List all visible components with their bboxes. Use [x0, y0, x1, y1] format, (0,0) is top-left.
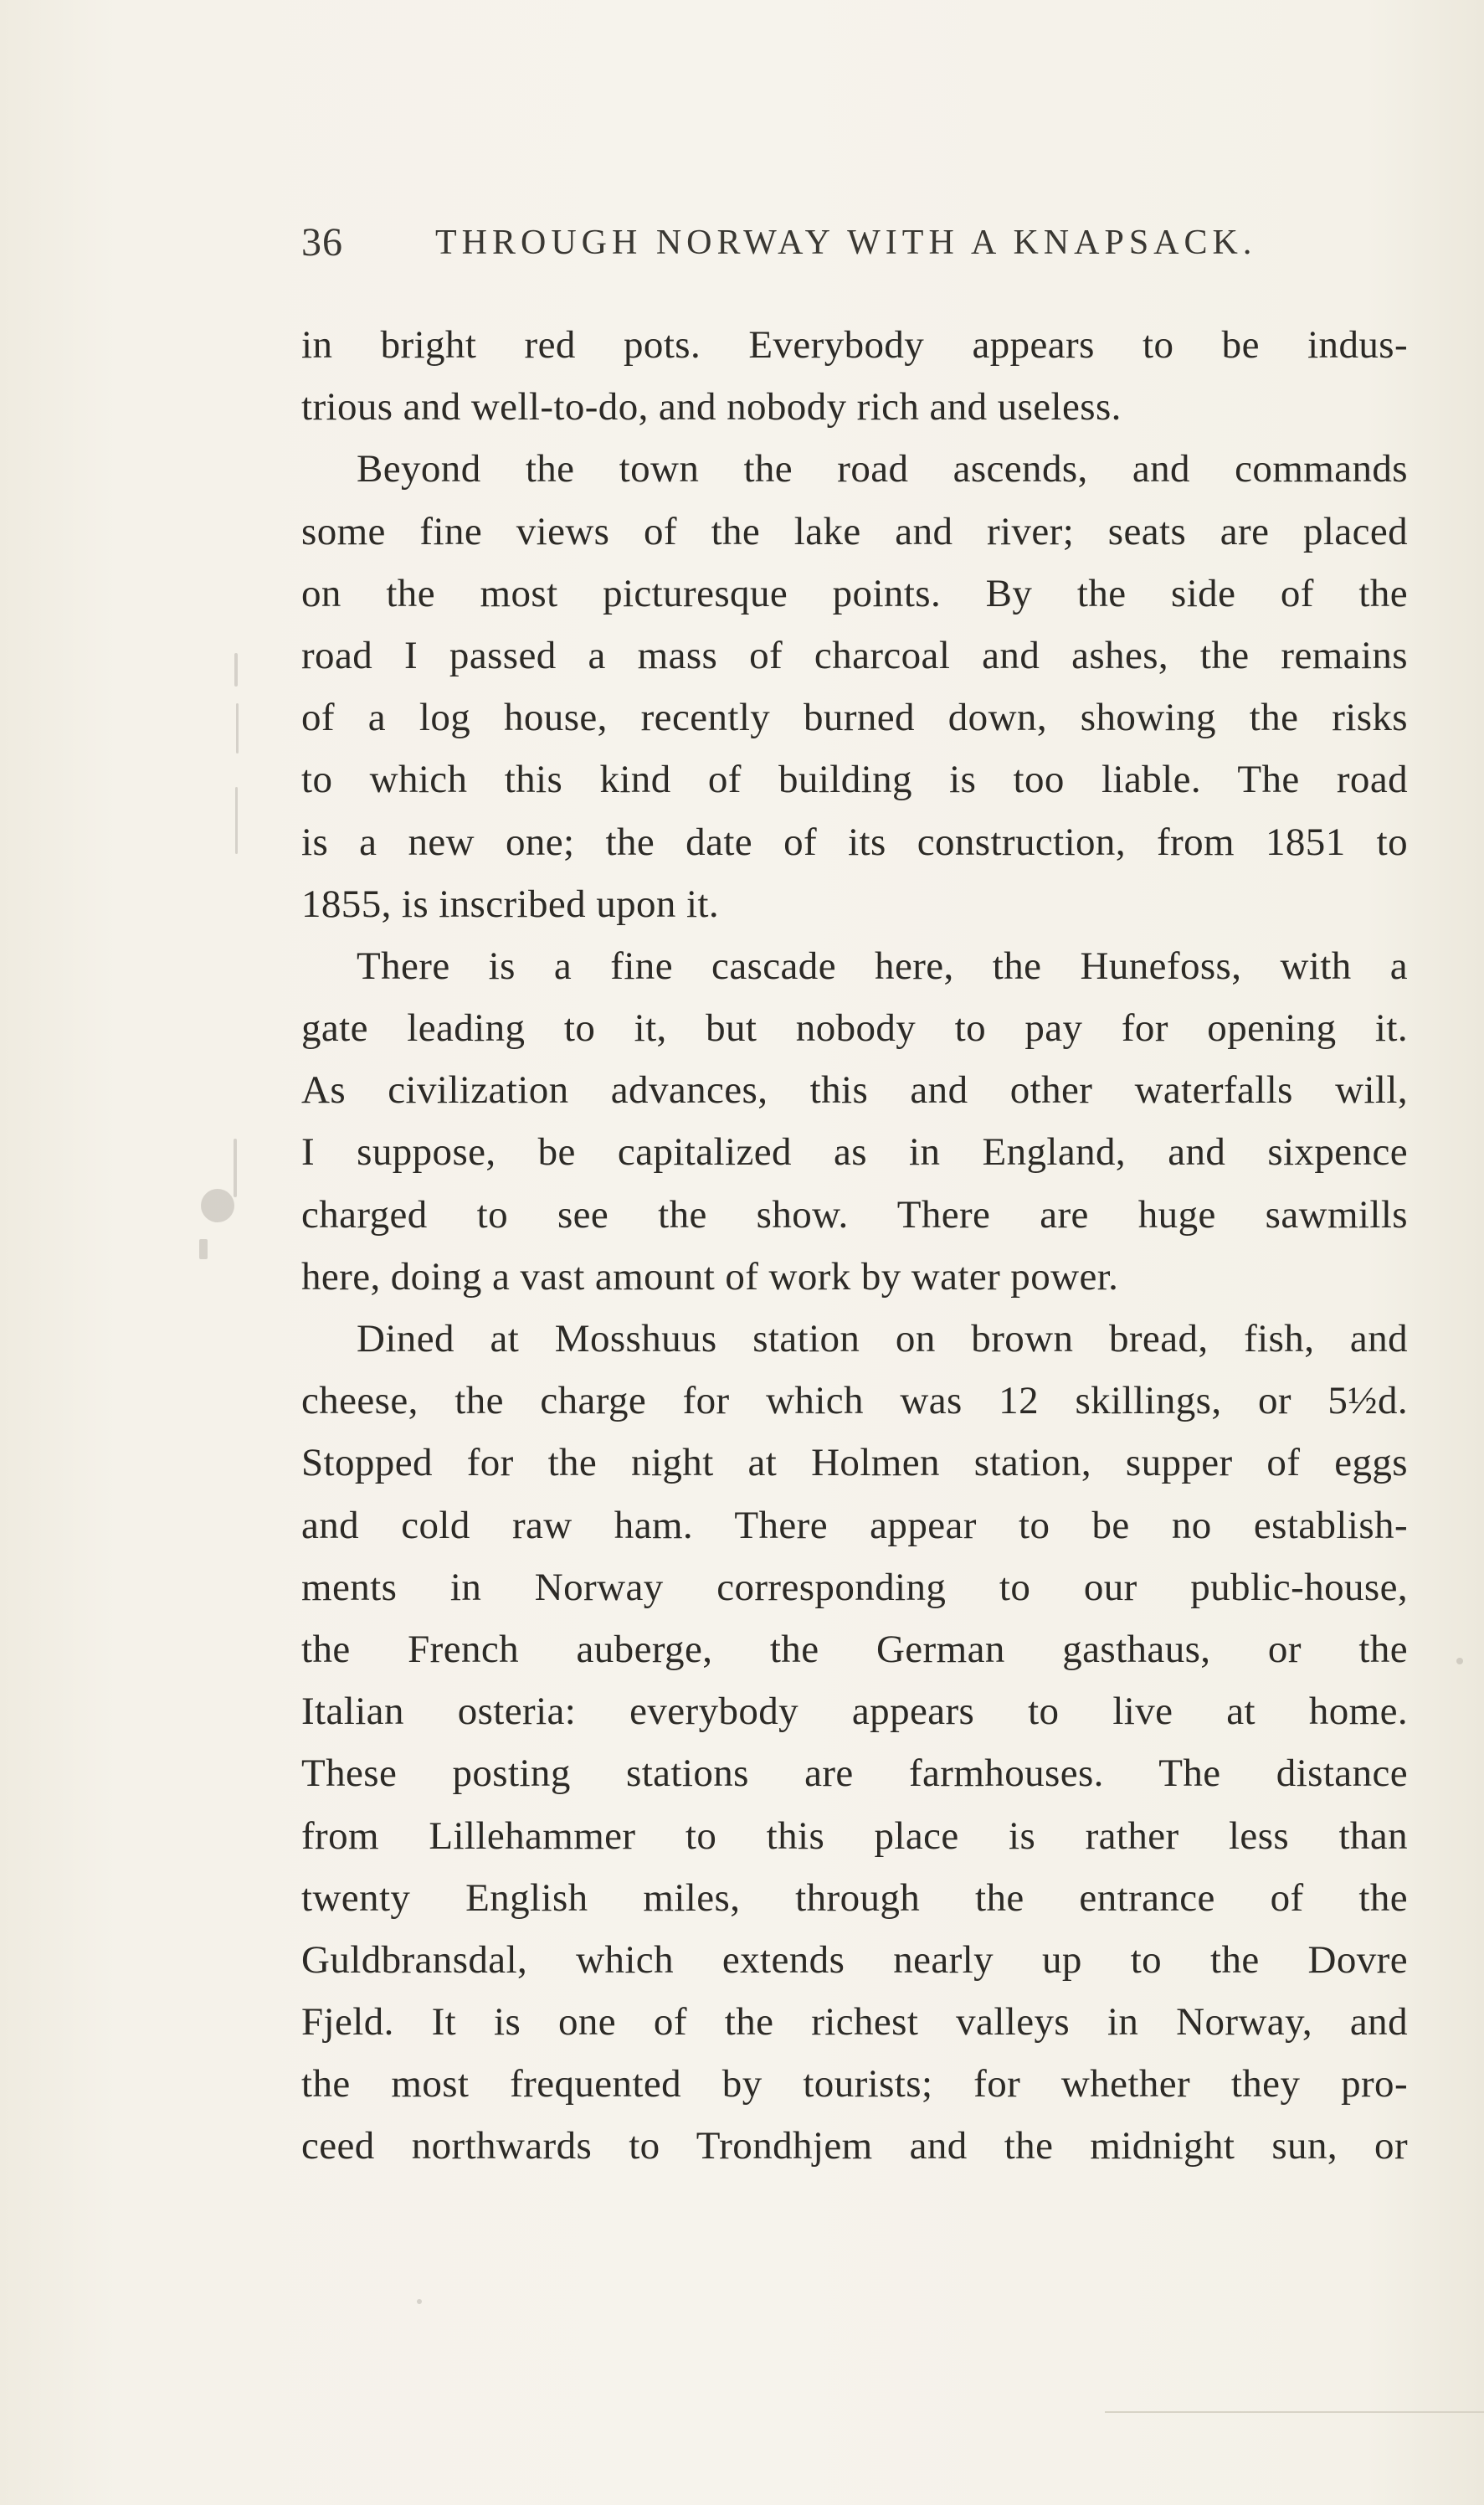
gutter-smudge	[201, 1189, 234, 1222]
text-line: some fine views of the lake and river; seats are placed	[301, 509, 1408, 553]
text-line: Fjeld. It is one of the richest valleys in Norway, and	[301, 2000, 1408, 2045]
text-line: Dined at Mosshuus station on brown bread, fish, and	[357, 1317, 1408, 1361]
text-line: Stopped for the night at Holmen station, supper of eggs	[301, 1441, 1408, 1485]
text-line: ceed northwards to Trondhjem and the midnight sun, or	[301, 2124, 1408, 2168]
text-line: Beyond the town the road ascends, and commands	[357, 447, 1408, 491]
text-line: I suppose, be capitalized as in England, and sixpence	[301, 1130, 1408, 1175]
text-line: here, doing a vast amount of work by water power.	[301, 1254, 1119, 1299]
edge-speck	[1456, 1658, 1463, 1664]
text-line: cheese, the charge for which was 12 skillings, or 5½d.	[301, 1379, 1408, 1423]
gutter-smudge	[234, 1139, 237, 1197]
text-line: from Lillehammer to this place is rather less than	[301, 1813, 1408, 1858]
text-line: to which this kind of building is too liable. The road	[301, 758, 1408, 802]
text-line: of a log house, recently burned down, showing the risks	[301, 696, 1408, 740]
gutter-smudge	[234, 653, 238, 687]
text-line: ments in Norway corresponding to our public-house,	[301, 1565, 1408, 1609]
gutter-smudge	[236, 703, 239, 754]
text-line: 1855, is inscribed upon it.	[301, 882, 720, 926]
text-line: trious and well-to-do, and nobody rich and useless.	[301, 385, 1122, 430]
edge-speck	[417, 2299, 422, 2304]
text-line: charged to see the show. There are huge sawmills	[301, 1192, 1408, 1237]
text-line: Guldbransdal, which extends nearly up to the Dovre	[301, 1937, 1408, 1982]
text-line: is a new one; the date of its construction, from 1851 to	[301, 820, 1408, 864]
bottom-edge-line	[1105, 2411, 1484, 2413]
text-line: in bright red pots. Everybody appears to be indus-	[301, 323, 1408, 367]
text-line: As civilization advances, this and other waterfalls will,	[301, 1068, 1408, 1113]
gutter-smudge	[199, 1239, 208, 1259]
running-title: THROUGH NORWAY WITH A KNAPSACK.	[435, 224, 1257, 262]
body-text	[301, 314, 1408, 2178]
text-line: gate leading to it, but nobody to pay for opening it.	[301, 1006, 1408, 1051]
page-number: 36	[301, 220, 343, 265]
text-line: road I passed a mass of charcoal and ashes, the remains	[301, 633, 1408, 677]
text-line: the French auberge, the German gasthaus, or the	[301, 1627, 1408, 1671]
text-line: the most frequented by tourists; for whether they pro-	[301, 2062, 1408, 2106]
text-line: twenty English miles, through the entrance of the	[301, 1875, 1408, 1920]
text-line: on the most picturesque points. By the side of the	[301, 571, 1408, 615]
text-line: Italian osteria: everybody appears to live at home.	[301, 1690, 1408, 1734]
text-line: These posting stations are farmhouses. The distance	[301, 1751, 1408, 1796]
text-line: There is a fine cascade here, the Hunefoss, with a	[357, 944, 1408, 988]
gutter-smudge	[235, 787, 238, 854]
running-head	[301, 219, 1406, 270]
text-line: and cold raw ham. There appear to be no establish-	[301, 1503, 1408, 1547]
